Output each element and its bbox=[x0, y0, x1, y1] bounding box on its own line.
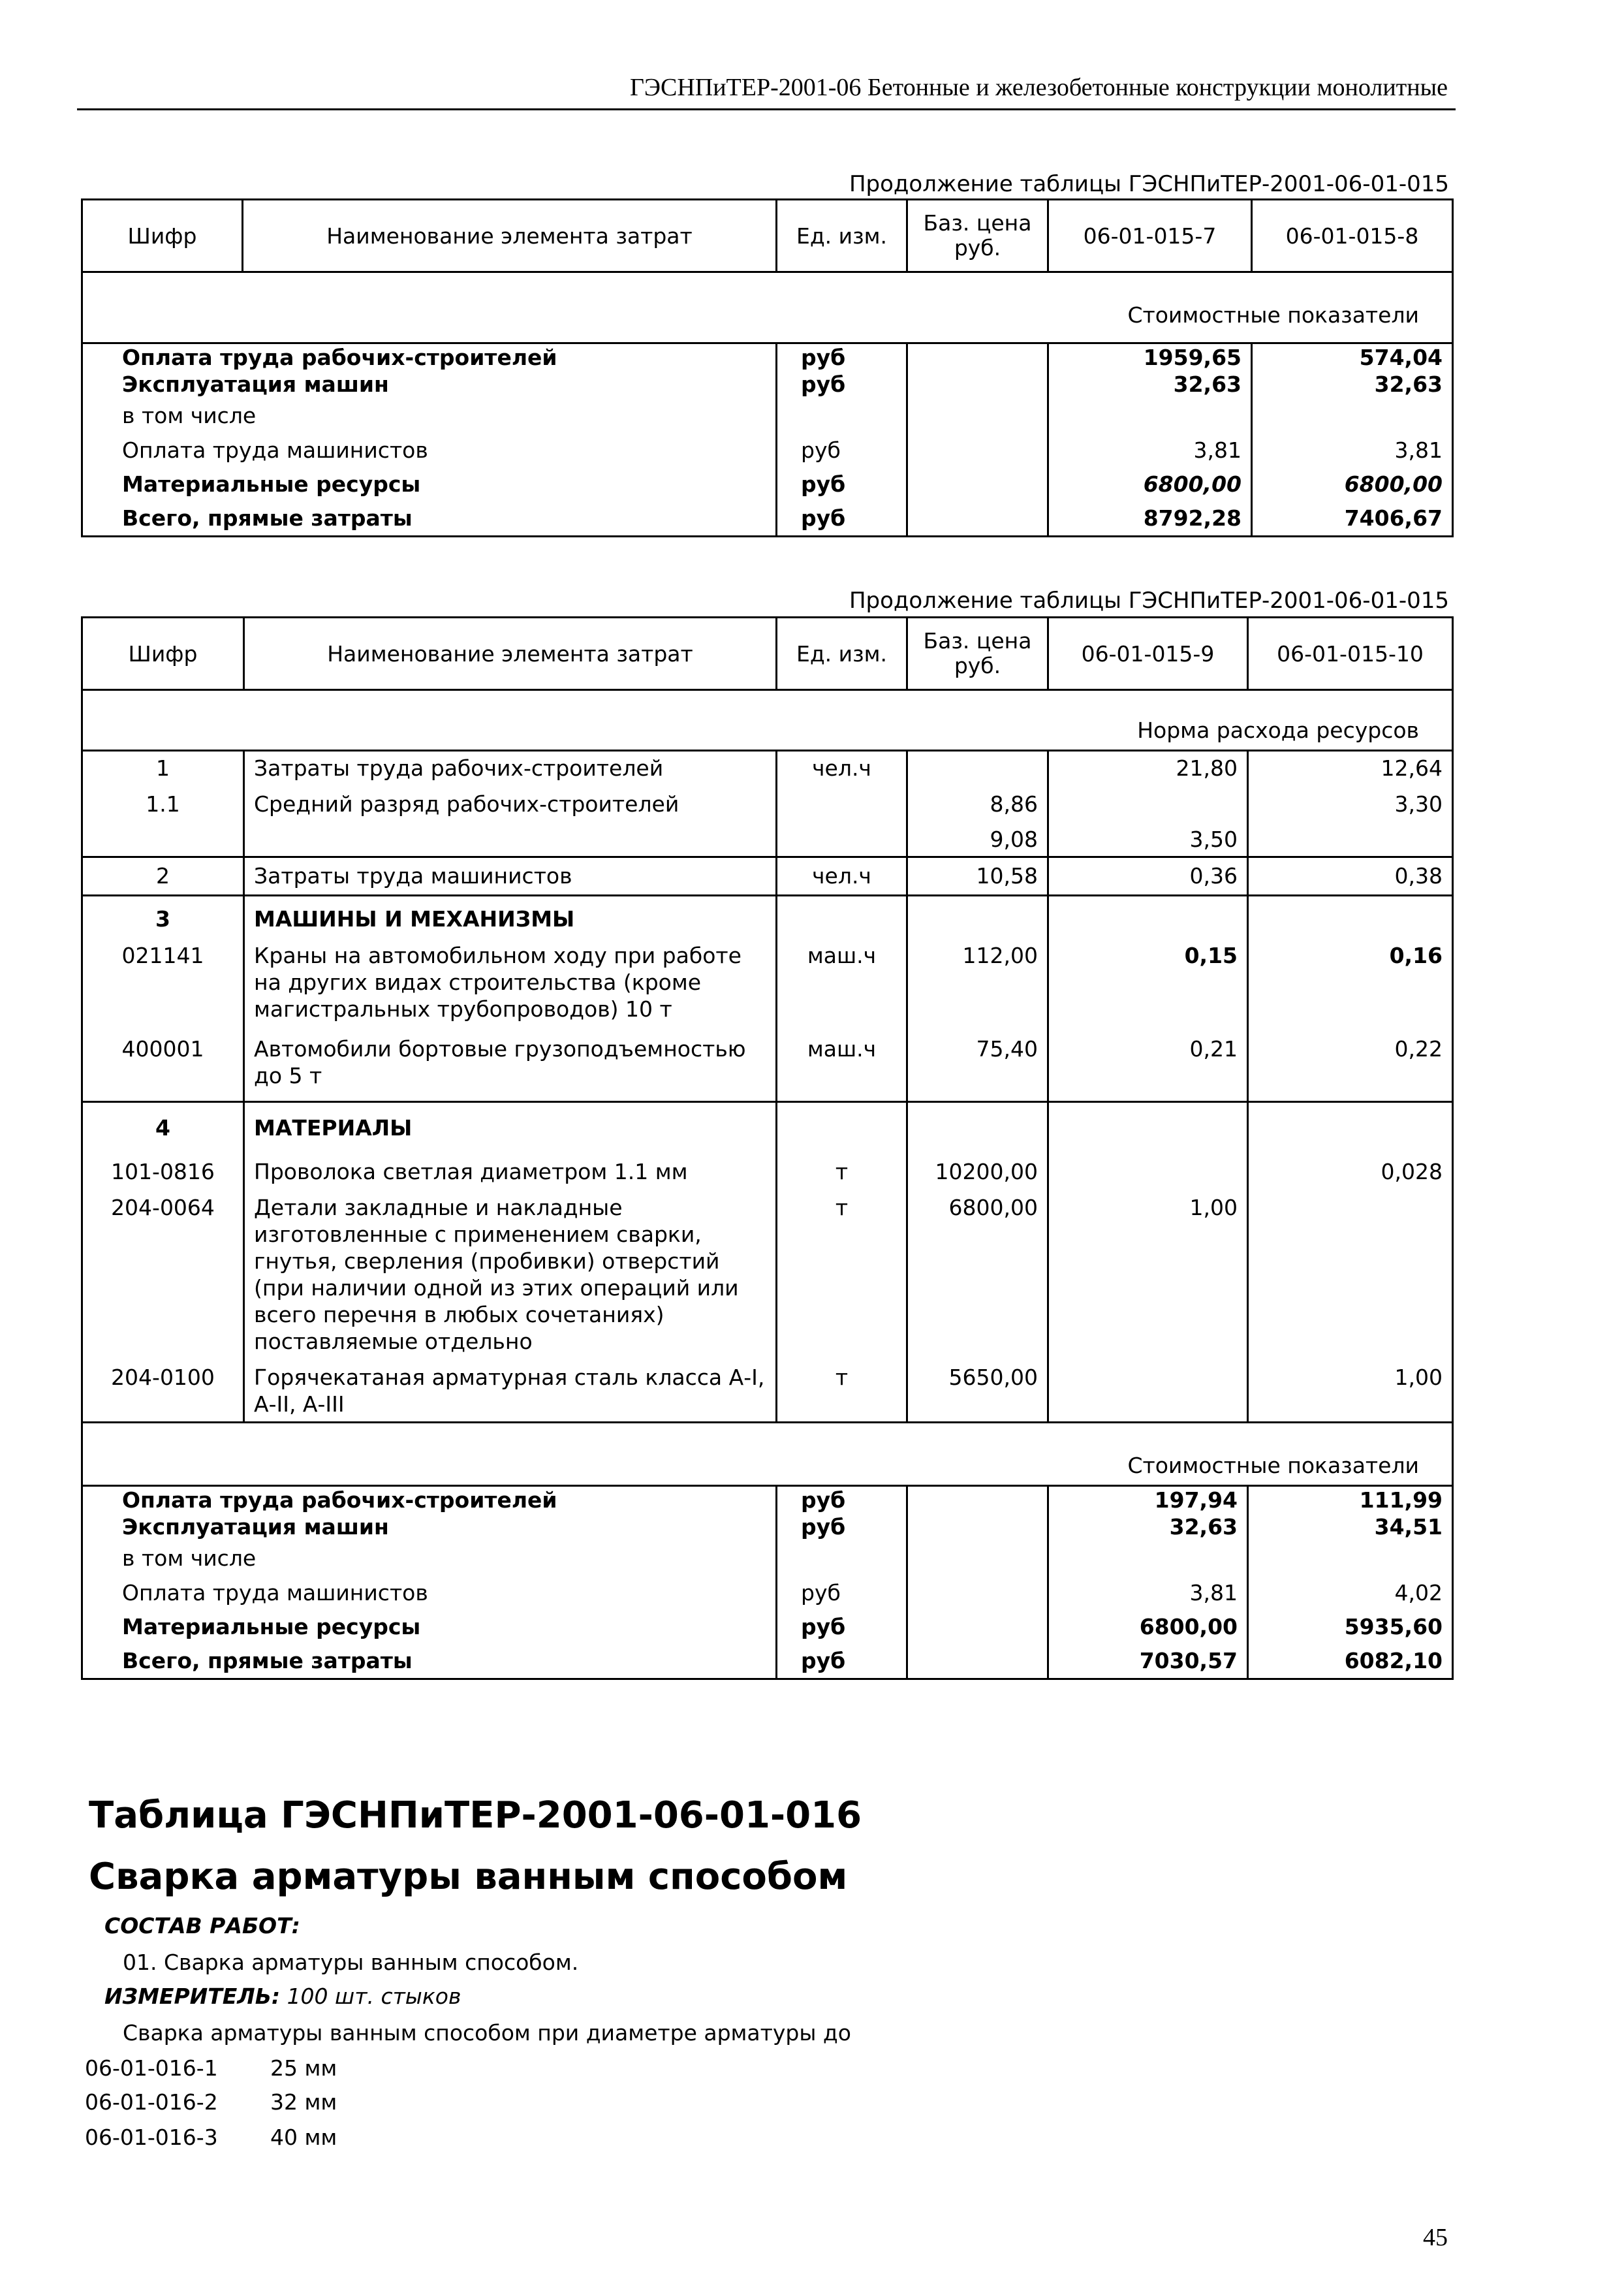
table-row: 1.1 Средний разряд рабочих-строителей 8,86 3,30 bbox=[82, 785, 1453, 823]
section-description: Сварка арматуры ванным способом при диаметре арматуры до bbox=[123, 2020, 851, 2046]
table-subtitle: Сварка арматуры ванным способом bbox=[89, 1856, 848, 1898]
table-row: Оплата труда машинистов руб 3,81 4,02 bbox=[82, 1576, 1453, 1610]
col-code-header: Шифр bbox=[82, 618, 244, 690]
col-name-header: Наименование элемента затрат bbox=[243, 200, 777, 272]
works-label: СОСТАВ РАБОТ: bbox=[104, 1913, 300, 1938]
meter-value: 100 шт. стыков bbox=[287, 1984, 461, 2009]
col-a-header: 06-01-015-7 bbox=[1048, 200, 1252, 272]
table-row: Эксплуатация машин руб 32,63 32,63 bbox=[82, 371, 1453, 398]
section-label: Стоимостные показатели bbox=[82, 1423, 1453, 1486]
table-row: Всего, прямые затраты руб 7030,57 6082,10 bbox=[82, 1644, 1453, 1679]
section-label: Норма расхода ресурсов bbox=[82, 690, 1453, 751]
table-row: 101-0816 Проволока светлая диаметром 1.1 мм т 10200,00 0,028 bbox=[82, 1154, 1453, 1190]
running-header: ГЭСНПиТЕР-2001-06 Бетонные и железобетонные конструкции монолитные bbox=[629, 74, 1448, 101]
table-row: Всего, прямые затраты руб 8792,28 7406,67 bbox=[82, 501, 1453, 537]
table2-norm-section-row bbox=[82, 690, 1453, 751]
col-unit-header: Ед. изм. bbox=[777, 200, 907, 272]
table-row: 2 Затраты труда машинистов чел.ч 10,58 0,36 0,38 bbox=[82, 857, 1453, 896]
col-unit-header: Ед. изм. bbox=[777, 618, 907, 690]
header-rule bbox=[77, 108, 1456, 110]
table-row: в том числе bbox=[82, 1540, 1453, 1576]
col-b-header: 06-01-015-10 bbox=[1248, 618, 1453, 690]
table2-cost-section-row bbox=[82, 1423, 1453, 1486]
table1 bbox=[81, 198, 1454, 537]
col-code-header: Шифр bbox=[82, 200, 243, 272]
table1-header-row bbox=[82, 200, 1453, 272]
list-item-code: 06-01-016-3 bbox=[85, 2125, 218, 2150]
col-a-header: 06-01-015-9 bbox=[1048, 618, 1248, 690]
list-item-code: 06-01-016-2 bbox=[85, 2089, 218, 2115]
col-name-header: Наименование элемента затрат bbox=[244, 618, 777, 690]
table-row: 9,08 3,50 bbox=[82, 823, 1453, 857]
table2-continuation-caption: Продолжение таблицы ГЭСНПиТЕР-2001-06-01-015 bbox=[849, 588, 1449, 614]
list-item-value: 25 мм bbox=[270, 2055, 337, 2081]
works-item: 01. Сварка арматуры ванным способом. bbox=[123, 1950, 579, 1975]
section-label: Стоимостные показатели bbox=[82, 272, 1453, 343]
table-row: Материальные ресурсы руб 6800,00 6800,00 bbox=[82, 467, 1453, 501]
table-row: 400001 Автомобили бортовые грузоподъемностью до 5 т маш.ч 75,40 0,21 0,22 bbox=[82, 1022, 1453, 1102]
table-row: 204-0100 Горячекатаная арматурная сталь класса А-I, А-II, А-III т 5650,00 1,00 bbox=[82, 1364, 1453, 1423]
table2-header-row bbox=[82, 618, 1453, 690]
table-row: Оплата труда рабочих-строителей руб 197,94 111,99 bbox=[82, 1486, 1453, 1514]
list-item-value: 32 мм bbox=[270, 2089, 337, 2115]
col-price-header: Баз. цена руб. bbox=[907, 200, 1048, 272]
table-row: 3 МАШИНЫ И МЕХАНИЗМЫ bbox=[82, 896, 1453, 943]
table-row: 021141 Краны на автомобильном ходу при работе на других видах строительства (кроме магистральных трубопроводов) 10 т маш.ч 112,00 0,15 0,16 bbox=[82, 942, 1453, 1022]
table-row: 4 МАТЕРИАЛЫ bbox=[82, 1102, 1453, 1154]
table1-continuation-caption: Продолжение таблицы ГЭСНПиТЕР-2001-06-01-015 bbox=[849, 171, 1449, 197]
meter-label: ИЗМЕРИТЕЛЬ: bbox=[104, 1984, 281, 2009]
table-row: в том числе bbox=[82, 398, 1453, 434]
table2 bbox=[81, 616, 1454, 1680]
col-price-header: Баз. цена руб. bbox=[907, 618, 1048, 690]
table-row: Эксплуатация машин руб 32,63 34,51 bbox=[82, 1513, 1453, 1540]
list-item-value: 40 мм bbox=[270, 2125, 337, 2150]
table-row: 1 Затраты труда рабочих-строителей чел.ч 21,80 12,64 bbox=[82, 751, 1453, 786]
meter-line bbox=[104, 1984, 461, 2009]
table-row: Оплата труда рабочих-строителей руб 1959,65 574,04 bbox=[82, 343, 1453, 372]
table-row: 204-0064 Детали закладные и накладные изготовленные с применением сварки, гнутья, сверления (пробивки) отверстий (при наличии одной из этих операций или всего перечня в любых сочетаниях) поставляемые отдельно т 6800,00 1,00 bbox=[82, 1190, 1453, 1364]
table-title: Таблица ГЭСНПиТЕР-2001-06-01-016 bbox=[89, 1794, 862, 1837]
table-row: Оплата труда машинистов руб 3,81 3,81 bbox=[82, 434, 1453, 467]
table-row: Материальные ресурсы руб 6800,00 5935,60 bbox=[82, 1610, 1453, 1644]
list-item-code: 06-01-016-1 bbox=[85, 2055, 218, 2081]
page-number: 45 bbox=[1423, 2224, 1448, 2251]
table1-section-row bbox=[82, 272, 1453, 343]
col-b-header: 06-01-015-8 bbox=[1252, 200, 1453, 272]
